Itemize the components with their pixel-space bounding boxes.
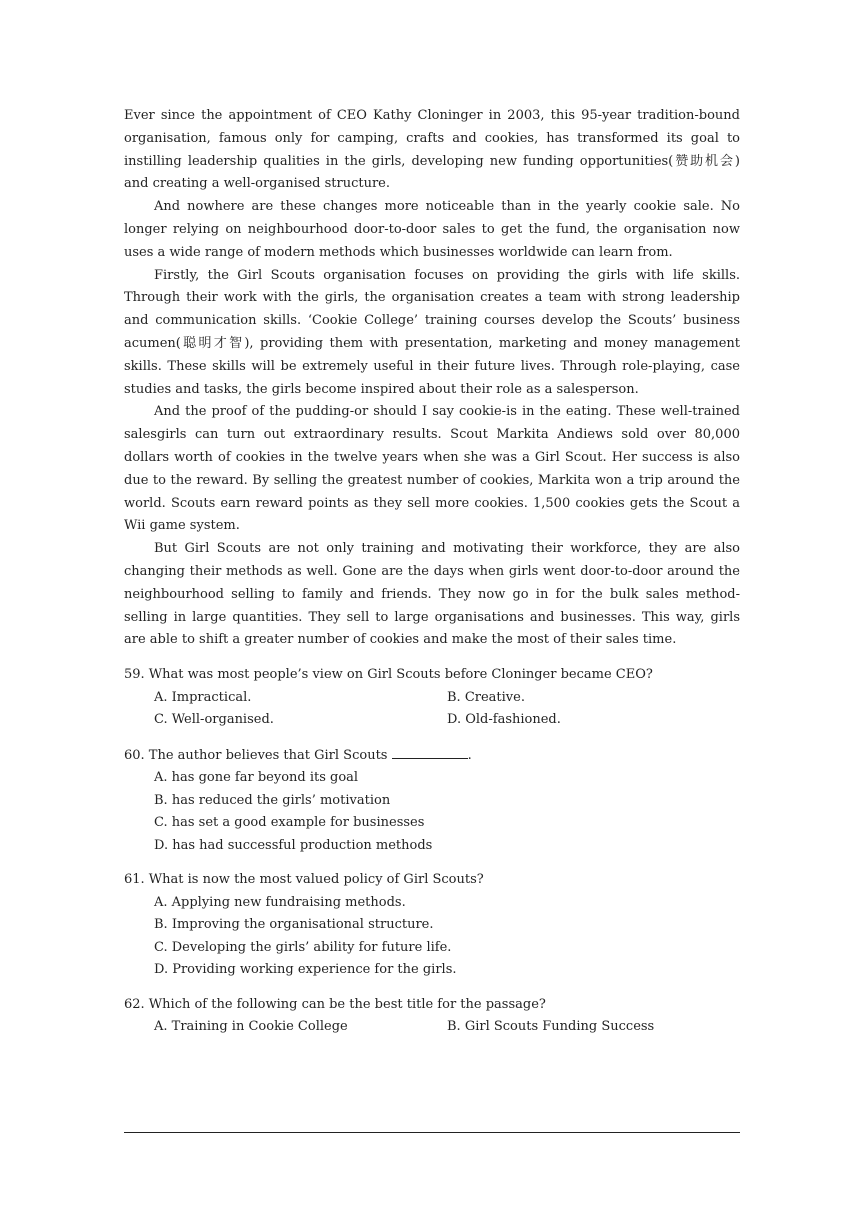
page-divider [124,1132,740,1133]
option-b: B. Girl Scouts Funding Success [447,1019,655,1035]
question-60 [124,744,740,858]
question-61 [124,869,740,982]
answer-blank [392,744,468,759]
option-d: D. has had successful production methods [154,837,433,853]
question-stem-end: . [467,747,472,763]
option-a: A. Training in Cookie College [154,1019,348,1035]
option-b: B. has reduced the girls’ motivation [154,792,391,808]
option-c: C. Developing the girls’ ability for future life. [154,939,452,955]
question-list [124,664,740,1039]
option-c: C. has set a good example for businesses [154,815,425,831]
passage-paragraph-5: But Girl Scouts are not only training and motivating their workforce, they are also changing their methods as well. Gone are the days when girls went door-to-door around the neighbourhood selling to family and friends. They now go in for the bulk sales method-selling in large quantities. They sell to large organisations and businesses. This way, girls are able to shift a greater number of cookies and make the most of their sales time. [124,541,740,648]
option-c: C. Well-organised. [154,712,274,728]
option-b: B. Creative. [447,689,525,705]
passage-paragraph-3: Firstly, the Girl Scouts organisation focuses on providing the girls with life skills. Through their work with the girls, the organisation creates a team with strong leadership and communication skills. ‘Cookie College’ training courses develop the Scouts’ business acumen(聪明才智), providing them with presentation, marketing and money management skills. These skills will be extremely useful in their future lives. Through role-playing, case studies and tasks, the girls become inspired about their role as a salesperson. [124,267,740,397]
option-a: A. Applying new fundraising methods. [154,894,406,910]
option-b: B. Improving the organisational structure. [154,917,434,933]
option-d: D. Old-fashioned. [447,712,561,728]
option-d: D. Providing working experience for the girls. [154,962,457,978]
question-stem-text: 60. The author believes that Girl Scouts [124,747,392,763]
option-a: A. Impractical. [154,689,252,705]
question-stem: 62. Which of the following can be the best title for the passage? [124,996,546,1012]
option-a: A. has gone far beyond its goal [154,770,359,786]
passage-paragraph-2: And nowhere are these changes more noticeable than in the yearly cookie sale. No longer relying on neighbourhood door-to-door sales to get the fund, the organisation now uses a wide range of modern methods which businesses worldwide can learn from. [124,199,740,260]
reading-passage [124,105,740,652]
question-59 [124,664,740,732]
question-stem: 59. What was most people’s view on Girl Scouts before Cloninger became CEO? [124,667,653,683]
passage-paragraph-4: And the proof of the pudding-or should I say cookie-is in the eating. These well-trained salesgirls can turn out extraordinary results. Scout Markita Andiews sold over 80,000 dollars worth of cookies in the twelve years when she was a Girl Scout. Her success is also due to the reward. By selling the greatest number of cookies, Markita won a trip around the world. Scouts earn reward points as they sell more cookies. 1,500 cookies gets the Scout a Wii game system. [124,404,740,534]
question-stem: 61. What is now the most valued policy of Girl Scouts? [124,872,484,888]
question-62 [124,994,740,1039]
question-stem [124,744,740,768]
document-page [124,105,740,1051]
passage-paragraph-1: Ever since the appointment of CEO Kathy Cloninger in 2003, this 95-year tradition-bound organisation, famous only for camping, crafts and cookies, has transformed its goal to instilling leadership qualities in the girls, developing new funding opportunities(赞助机会) and creating a well-organised structure. [124,108,740,192]
